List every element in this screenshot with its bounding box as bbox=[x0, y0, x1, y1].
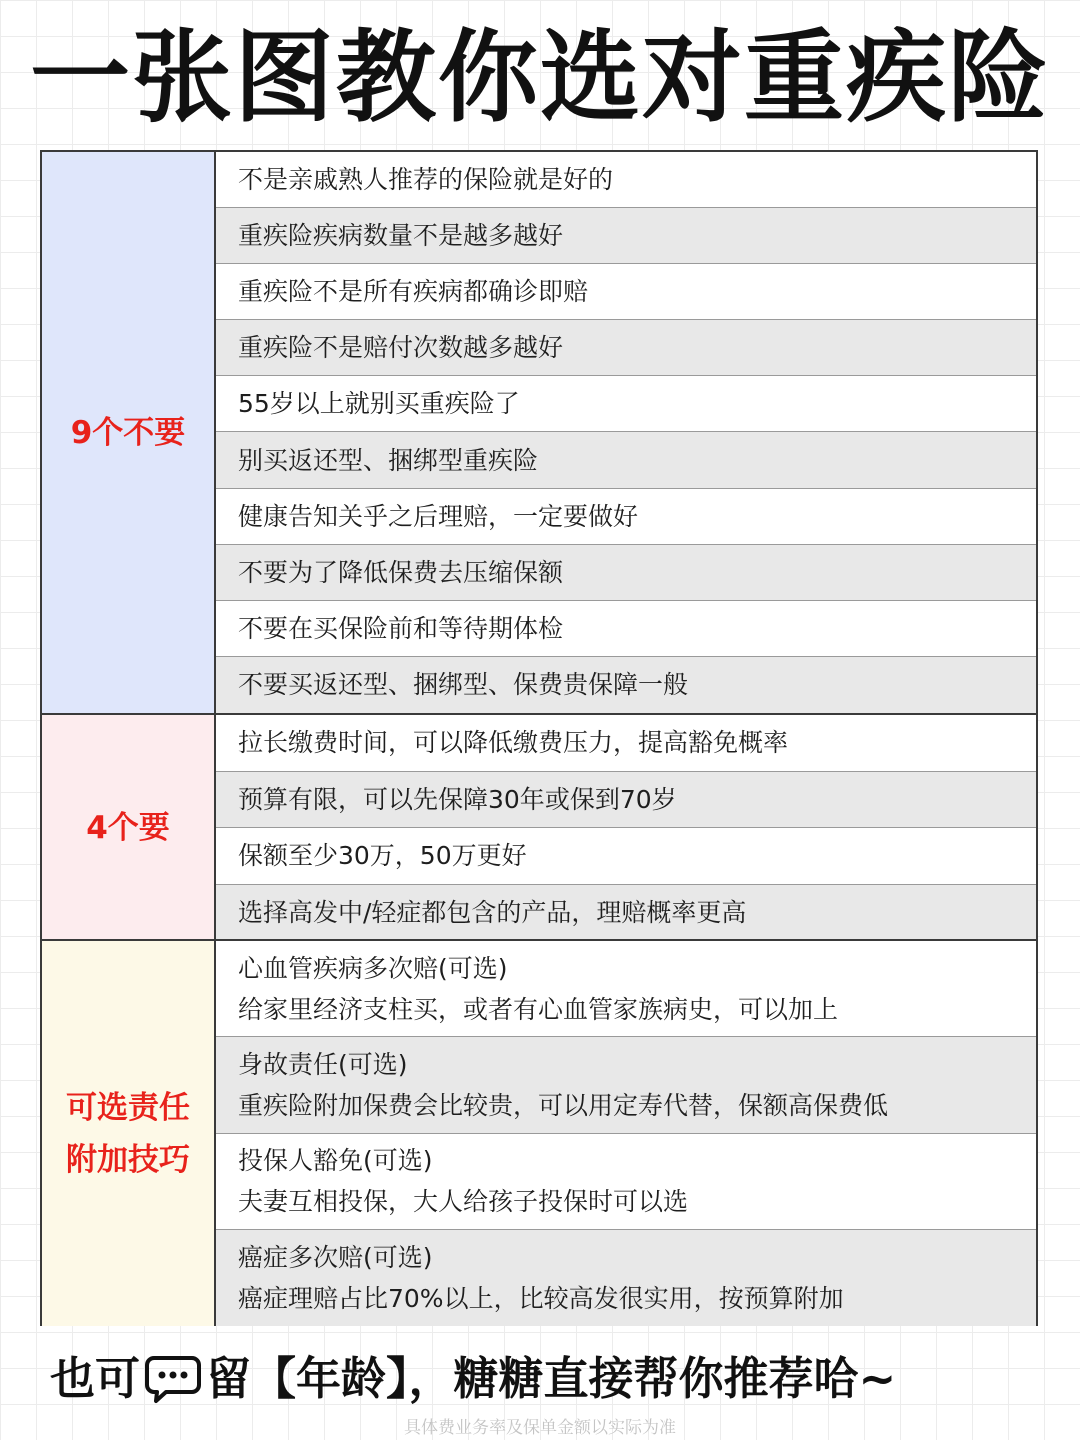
table-row bbox=[216, 657, 1036, 713]
row-text: 投保人豁免(可选) bbox=[238, 1146, 433, 1176]
section-label-line: 9个不要 bbox=[70, 414, 186, 451]
section-label-line: 附加技巧 bbox=[66, 1141, 190, 1178]
table-row bbox=[216, 208, 1036, 264]
table-row bbox=[216, 885, 1036, 942]
bottom-call-to-action bbox=[50, 1344, 1050, 1414]
section-rows bbox=[216, 941, 1036, 1326]
row-text: 不要为了降低保费去压缩保额 bbox=[238, 557, 564, 587]
footer-note: 具体费业务率及保单金额以实际为准 bbox=[404, 1418, 676, 1438]
section-rows bbox=[216, 152, 1036, 713]
row-text: 别买返还型、捆绑型重疾险 bbox=[238, 445, 539, 475]
row-text: 心血管疾病多次赔(可选) bbox=[238, 953, 508, 983]
table-row bbox=[216, 715, 1036, 772]
row-text: 保额至少30万，50万更好 bbox=[238, 841, 527, 871]
table-row bbox=[216, 941, 1036, 1037]
section-1 bbox=[42, 152, 1036, 713]
section-rows bbox=[216, 715, 1036, 941]
row-text: 健康告知关乎之后理赔，一定要做好 bbox=[238, 501, 639, 531]
section-label bbox=[42, 941, 216, 1326]
row-text: 不要在买保险前和等待期体检 bbox=[238, 613, 564, 643]
section-label-line: 可选责任 bbox=[66, 1089, 190, 1126]
table-row bbox=[216, 1230, 1036, 1326]
table-row bbox=[216, 601, 1036, 657]
advice-table bbox=[40, 150, 1038, 1326]
row-subtext: 重疾险附加保费会比较贵，可以用定寿代替，保额高保费低 bbox=[238, 1090, 889, 1120]
cta-text-before: 也可 bbox=[50, 1352, 141, 1405]
table-row bbox=[216, 772, 1036, 829]
row-text: 重疾险不是赔付次数越多越好 bbox=[238, 333, 564, 363]
row-subtext: 夫妻互相投保，大人给孩子投保时可以选 bbox=[238, 1187, 689, 1217]
table-row bbox=[216, 1037, 1036, 1133]
cta-text-after: 留【年龄】，糖糖直接帮你推荐哈~ bbox=[206, 1352, 897, 1405]
section-3 bbox=[42, 939, 1036, 1326]
table-row bbox=[216, 320, 1036, 376]
row-subtext: 给家里经济支柱买，或者有心血管家族病史，可以加上 bbox=[238, 994, 839, 1024]
table-row bbox=[216, 545, 1036, 601]
table-row bbox=[216, 1134, 1036, 1230]
row-subtext: 癌症理赔占比70%以上，比较高发很实用，按预算附加 bbox=[238, 1283, 844, 1313]
table-row bbox=[216, 432, 1036, 488]
section-label bbox=[42, 715, 216, 941]
table-row bbox=[216, 152, 1036, 208]
table-row bbox=[216, 828, 1036, 885]
row-text: 拉长缴费时间，可以降低缴费压力，提高豁免概率 bbox=[238, 728, 789, 758]
row-text: 癌症多次赔(可选) bbox=[238, 1242, 433, 1272]
page-title: 一张图教你选对重疾险 bbox=[30, 19, 1050, 136]
section-label-line: 4个要 bbox=[86, 810, 170, 846]
table-row bbox=[216, 489, 1036, 545]
row-text: 预算有限，可以先保障30年或保到70岁 bbox=[238, 784, 677, 814]
section-label bbox=[42, 152, 216, 713]
row-text: 重疾险不是所有疾病都确诊即赔 bbox=[238, 277, 589, 307]
row-text: 55岁以上就别买重疾险了 bbox=[238, 389, 520, 419]
row-text: 身故责任(可选) bbox=[238, 1049, 408, 1079]
table-row bbox=[216, 264, 1036, 320]
row-text: 不要买返还型、捆绑型、保费贵保障一般 bbox=[238, 670, 689, 700]
row-text: 选择高发中/轻症都包含的产品，理赔概率更高 bbox=[238, 898, 747, 928]
row-text: 不是亲戚熟人推荐的保险就是好的 bbox=[238, 165, 614, 195]
section-2 bbox=[42, 713, 1036, 941]
row-text: 重疾险疾病数量不是越多越好 bbox=[238, 221, 564, 251]
table-row bbox=[216, 376, 1036, 432]
chat-bubble-icon bbox=[144, 1354, 202, 1404]
